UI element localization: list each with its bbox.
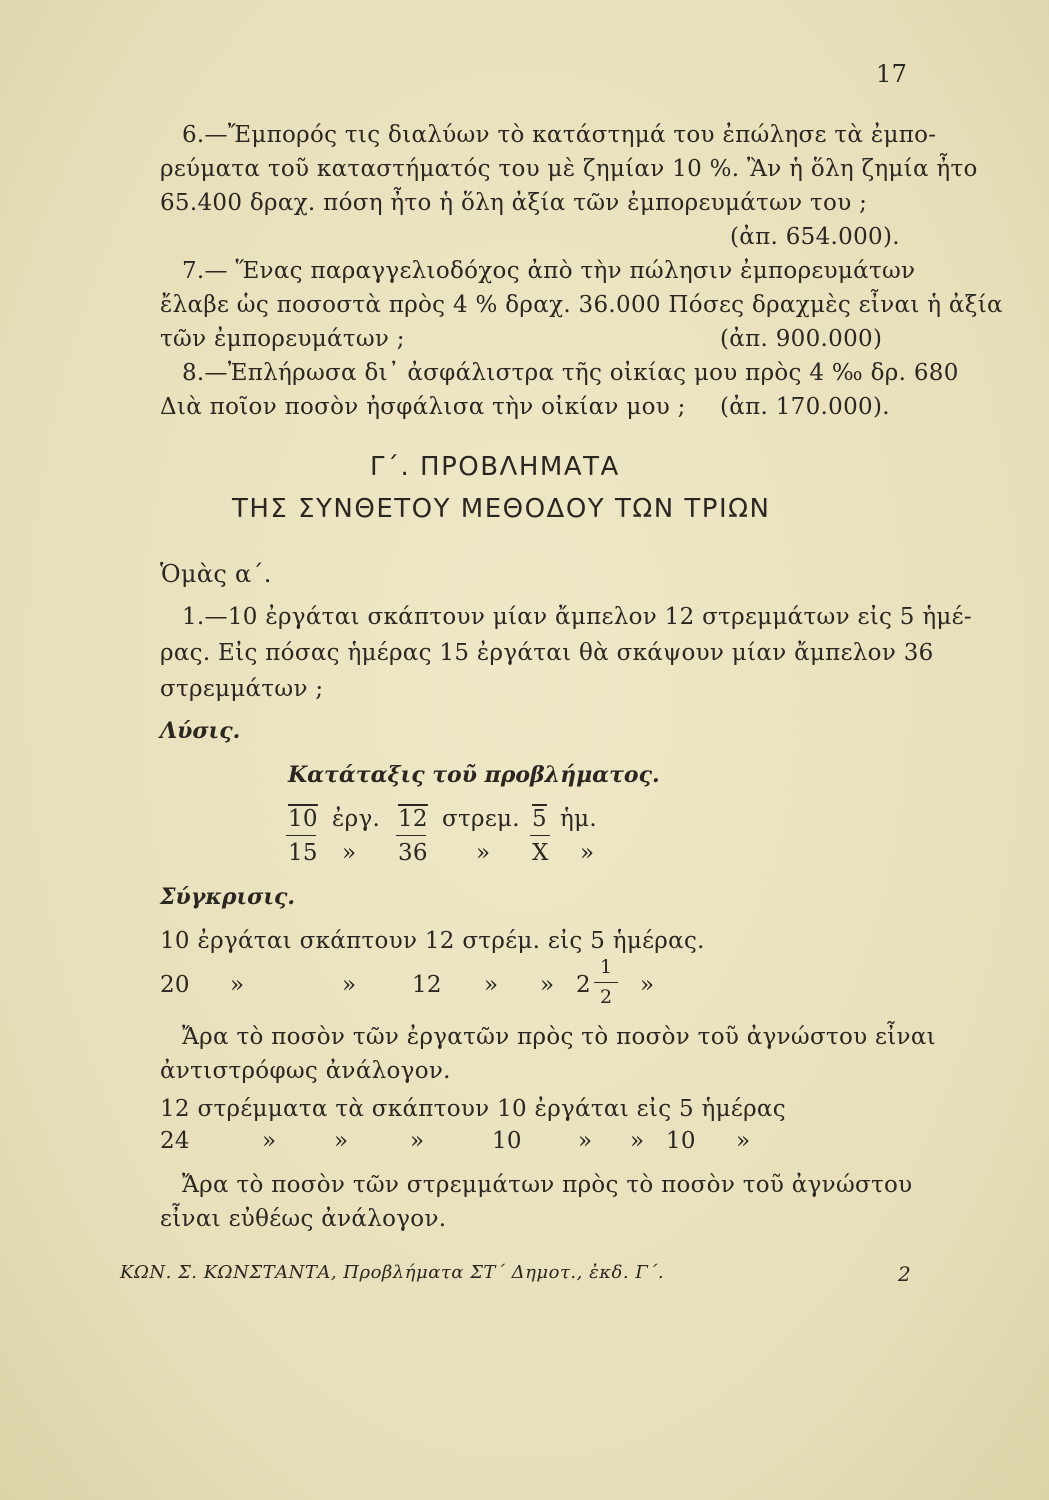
- arr-rule-3: [530, 835, 550, 836]
- comp2-numerator: 1: [599, 956, 613, 978]
- comp4-q3: »: [410, 1128, 425, 1154]
- problem-1-line-2: ρας. Εἰς πόσας ἡμέρας 15 ἐργάται θὰ σκάψουν μίαν ἄμπελον 36: [160, 640, 934, 666]
- conclusion-1-line-2: ἀντιστρόφως ἀνάλογον.: [160, 1058, 451, 1084]
- conclusion-2-line-2: εἶναι εὐθέως ἀνάλογον.: [160, 1206, 447, 1232]
- problem-8-line-2: Διὰ ποῖον ποσὸν ἠσφάλισα τὴν οἰκίαν μου ;: [160, 394, 686, 420]
- arr-r2-c3: 36: [398, 840, 428, 866]
- comp2-q1: »: [230, 972, 245, 998]
- comparison-line-1: 10 ἐργάται σκάπτουν 12 στρέμ. εἰς 5 ἡμέρας.: [160, 928, 705, 954]
- problem-6-answer: (ἀπ. 654.000).: [730, 224, 900, 250]
- arr-rule-1: [286, 835, 316, 836]
- conclusion-2-line-1: Ἄρα τὸ ποσὸν τῶν στρεμμάτων πρὸς τὸ ποσὸν τοῦ ἀγνώστου: [182, 1172, 913, 1198]
- comp2-q5: »: [640, 972, 655, 998]
- comp4-q2: »: [334, 1128, 349, 1154]
- problem-8-line-1: 8.—Ἐπλήρωσα δι᾽ ἀσφάλιστρα τῆς οἰκίας μου πρὸς 4 ‰ δρ. 680: [182, 360, 959, 386]
- comparison-label: Σύγκρισις.: [160, 884, 296, 910]
- comp2-q3: »: [484, 972, 499, 998]
- arr-r1-c5: 5: [532, 806, 547, 832]
- arr-r2-c4: »: [476, 840, 491, 866]
- comp2-a: 20: [160, 972, 190, 998]
- comp2-whole: 2: [576, 972, 591, 998]
- comparison-line-3: 12 στρέμματα τὰ σκάπτουν 10 ἐργάται εἰς 5 ἡμέρας: [160, 1096, 786, 1122]
- arr-r1-c3: 12: [398, 806, 428, 832]
- problem-7-line-3: τῶν ἐμπορευμάτων ;: [160, 326, 405, 352]
- section-subheading: ΤΗΣ ΣΥΝΘΕΤΟΥ ΜΕΘΟΔΟΥ ΤΩΝ ΤΡΙΩΝ: [232, 494, 771, 524]
- problem-6-line-2: ρεύματα τοῦ καταστήματός του μὲ ζημίαν 10 %. Ἂν ἡ ὅλη ζημία ἦτο: [160, 156, 978, 182]
- comp2-denominator: 2: [599, 986, 613, 1008]
- problem-7-line-2: ἔλαβε ὡς ποσοστὰ πρὸς 4 % δραχ. 36.000 Πόσες δραχμὲς εἶναι ἡ ἀξία: [160, 292, 1003, 318]
- arr-r1-c4: στρεμ.: [442, 806, 520, 832]
- arrangement-label: Κατάταξις τοῦ προβλήματος.: [288, 762, 660, 788]
- section-heading: Γ΄. ΠΡΟΒΛΗΜΑΤΑ: [370, 452, 620, 482]
- problem-7-answer: (ἀπ. 900.000): [720, 326, 883, 352]
- comp4-q6: »: [736, 1128, 751, 1154]
- problem-6-line-1: 6.—Ἔμπορός τις διαλύων τὸ κατάστημά του ἐπώλησε τὰ ἐμπο-: [182, 122, 937, 148]
- arr-r2-c2: »: [342, 840, 357, 866]
- comp2-b: 12: [412, 972, 442, 998]
- comp4-q4: »: [578, 1128, 593, 1154]
- arr-r1-c2: ἐργ.: [332, 806, 381, 832]
- comp4-q1: »: [262, 1128, 277, 1154]
- comp4-b: 10: [492, 1128, 522, 1154]
- problem-7-line-1: 7.— Ἕνας παραγγελιοδόχος ἀπὸ τὴν πώλησιν ἐμπορευμάτων: [182, 258, 916, 284]
- problem-1-line-1: 1.—10 ἐργάται σκάπτουν μίαν ἄμπελον 12 στρεμμάτων εἰς 5 ἡμέ-: [182, 604, 972, 630]
- comp4-a: 24: [160, 1128, 190, 1154]
- page-number: 17: [876, 60, 908, 88]
- arr-rule-2: [396, 835, 426, 836]
- comp4-q5: »: [630, 1128, 645, 1154]
- problem-1-line-3: στρεμμάτων ;: [160, 676, 324, 702]
- signature-mark: 2: [898, 1262, 912, 1286]
- comp4-c: 10: [666, 1128, 696, 1154]
- solution-label: Λύσις.: [160, 718, 241, 744]
- problem-6-line-3: 65.400 δραχ. πόση ἦτο ἡ ὅλη ἀξία τῶν ἐμπορευμάτων του ;: [160, 190, 868, 216]
- arr-r2-c1: 15: [288, 840, 318, 866]
- arr-r1-c6: ἡμ.: [560, 806, 597, 832]
- arr-r1-c1: 10: [288, 806, 318, 832]
- comp2-q4: »: [540, 972, 555, 998]
- conclusion-1-line-1: Ἄρα τὸ ποσὸν τῶν ἐργατῶν πρὸς τὸ ποσὸν τοῦ ἀγνώστου εἶναι: [182, 1024, 936, 1050]
- group-label: Ὁμὰς α΄.: [160, 560, 272, 588]
- arr-r2-c6: »: [580, 840, 595, 866]
- comp2-fraction-bar: [594, 982, 618, 983]
- comp2-q2: »: [342, 972, 357, 998]
- problem-8-answer: (ἀπ. 170.000).: [720, 394, 890, 420]
- arr-r2-c5: Χ: [532, 840, 549, 866]
- footer-citation: ΚΩΝ. Σ. ΚΩΝΣΤΑΝΤΑ, Προβλήματα ΣΤ΄ Δημοτ., ἐκδ. Γ΄.: [120, 1262, 665, 1283]
